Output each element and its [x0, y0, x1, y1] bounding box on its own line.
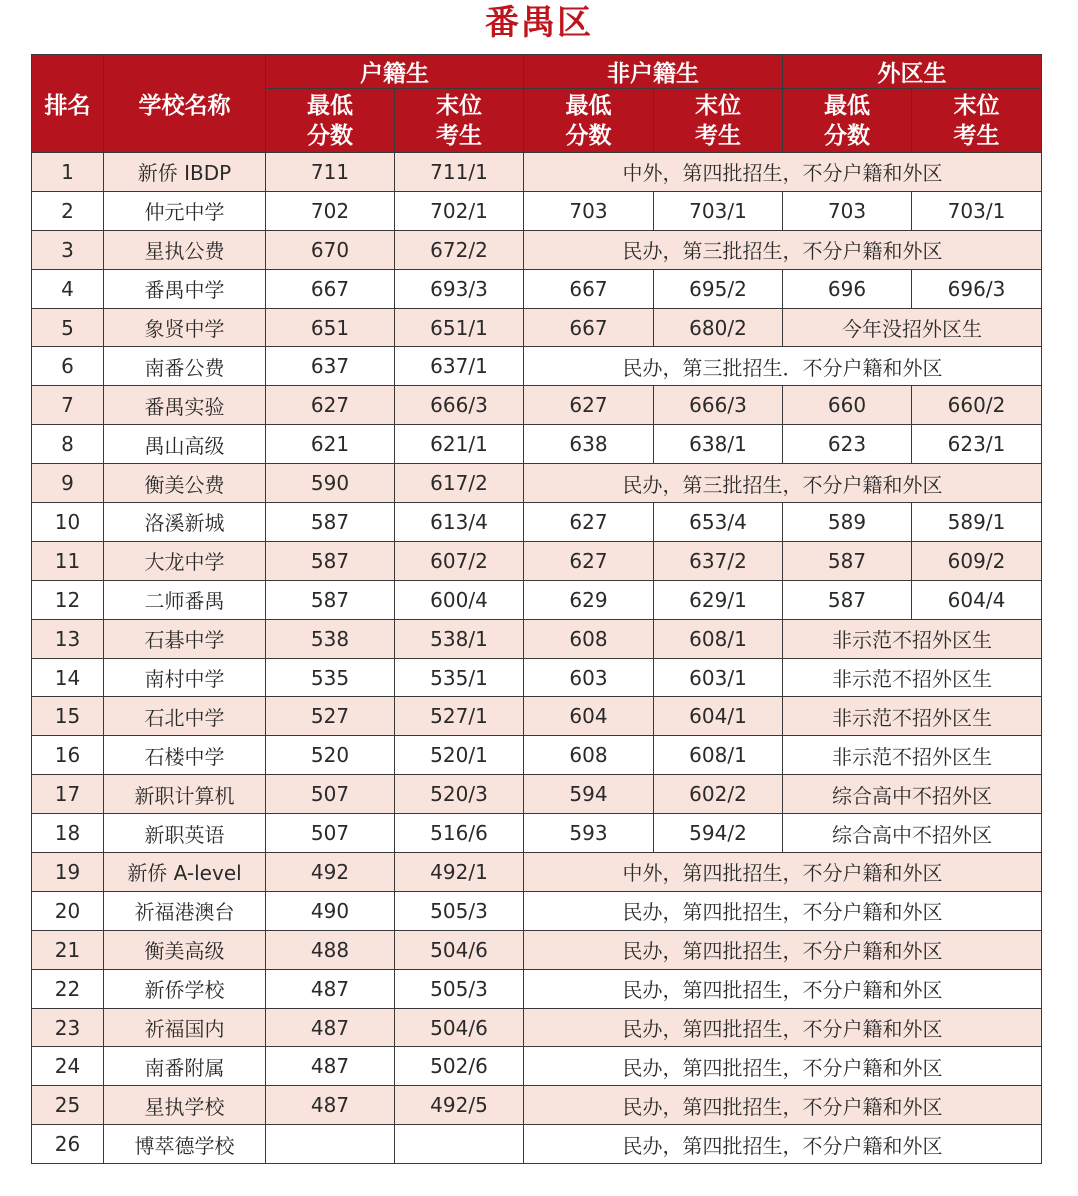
school-name-cell: 石楼中学 [104, 736, 266, 775]
rank-cell: 22 [32, 969, 104, 1008]
huji-min-score-cell: 535 [266, 658, 395, 697]
table-row [32, 775, 1042, 814]
rank-cell: 3 [32, 230, 104, 269]
table-body [32, 153, 1042, 1164]
feihuji-last-rank-cell: 602/2 [654, 775, 783, 814]
huji-min-score-cell [266, 1125, 395, 1164]
school-name-cell: 大龙中学 [104, 541, 266, 580]
huji-last-rank-cell: 600/4 [395, 580, 524, 619]
rank-cell: 10 [32, 503, 104, 542]
table-row [32, 503, 1042, 542]
huji-last-rank-cell: 617/2 [395, 464, 524, 503]
feihuji-last-rank-cell: 666/3 [654, 386, 783, 425]
table-row [32, 930, 1042, 969]
huji-min-score-cell: 667 [266, 269, 395, 308]
huji-min-score-cell: 711 [266, 153, 395, 192]
huji-last-rank-cell: 505/3 [395, 891, 524, 930]
waiqu-note-cell: 非示范不招外区生 [783, 697, 1042, 736]
huji-last-rank-cell: 516/6 [395, 814, 524, 853]
note-cell: 中外，第四批招生，不分户籍和外区 [524, 153, 1042, 192]
waiqu-last-rank-cell: 703/1 [912, 191, 1042, 230]
rank-cell: 7 [32, 386, 104, 425]
school-name-cell: 番禺中学 [104, 269, 266, 308]
waiqu-last-rank-cell: 589/1 [912, 503, 1042, 542]
waiqu-min-score-cell: 696 [783, 269, 912, 308]
feihuji-last-rank-cell: 703/1 [654, 191, 783, 230]
rank-cell: 4 [32, 269, 104, 308]
table-row [32, 580, 1042, 619]
table-row [32, 969, 1042, 1008]
huji-last-rank-cell: 666/3 [395, 386, 524, 425]
waiqu-min-score-cell: 587 [783, 580, 912, 619]
table-row [32, 1125, 1042, 1164]
school-name-cell: 南番公费 [104, 347, 266, 386]
rank-cell: 12 [32, 580, 104, 619]
table-row [32, 386, 1042, 425]
waiqu-note-cell: 综合高中不招外区 [783, 775, 1042, 814]
note-cell: 民办，第三批招生，不分户籍和外区 [524, 230, 1042, 269]
table-row [32, 891, 1042, 930]
feihuji-min-score-cell: 608 [524, 736, 654, 775]
note-cell: 民办，第四批招生，不分户籍和外区 [524, 1086, 1042, 1125]
huji-last-rank-cell: 607/2 [395, 541, 524, 580]
school-name-cell: 洛溪新城 [104, 503, 266, 542]
huji-last-rank-cell: 535/1 [395, 658, 524, 697]
school-name-cell: 石碁中学 [104, 619, 266, 658]
huji-min-score-cell: 492 [266, 853, 395, 892]
school-name-cell: 博萃德学校 [104, 1125, 266, 1164]
school-name-cell: 新职计算机 [104, 775, 266, 814]
rank-cell: 23 [32, 1008, 104, 1047]
header-feihuji-min-score: 最低 分数 [524, 89, 654, 153]
note-cell: 民办，第四批招生，不分户籍和外区 [524, 930, 1042, 969]
table-row [32, 153, 1042, 192]
huji-last-rank-cell: 637/1 [395, 347, 524, 386]
huji-min-score-cell: 590 [266, 464, 395, 503]
feihuji-min-score-cell: 667 [524, 308, 654, 347]
school-name-cell: 星执学校 [104, 1086, 266, 1125]
huji-min-score-cell: 487 [266, 1086, 395, 1125]
header-huji-min-score: 最低 分数 [266, 89, 395, 153]
waiqu-min-score-cell: 587 [783, 541, 912, 580]
waiqu-min-score-cell: 589 [783, 503, 912, 542]
rank-cell: 24 [32, 1047, 104, 1086]
table-row [32, 347, 1042, 386]
admission-score-table [31, 54, 1042, 1164]
feihuji-min-score-cell: 627 [524, 503, 654, 542]
table-row [32, 736, 1042, 775]
huji-last-rank-cell: 702/1 [395, 191, 524, 230]
feihuji-min-score-cell: 594 [524, 775, 654, 814]
table-row [32, 191, 1042, 230]
feihuji-min-score-cell: 603 [524, 658, 654, 697]
note-cell: 民办，第三批招生，不分户籍和外区 [524, 464, 1042, 503]
huji-last-rank-cell: 505/3 [395, 969, 524, 1008]
huji-last-rank-cell: 492/1 [395, 853, 524, 892]
feihuji-last-rank-cell: 638/1 [654, 425, 783, 464]
feihuji-last-rank-cell: 653/4 [654, 503, 783, 542]
huji-min-score-cell: 538 [266, 619, 395, 658]
waiqu-note-cell: 非示范不招外区生 [783, 619, 1042, 658]
huji-min-score-cell: 621 [266, 425, 395, 464]
huji-last-rank-cell: 527/1 [395, 697, 524, 736]
rank-cell: 25 [32, 1086, 104, 1125]
feihuji-min-score-cell: 627 [524, 386, 654, 425]
huji-min-score-cell: 507 [266, 814, 395, 853]
rank-cell: 1 [32, 153, 104, 192]
header-waiqu-last-rank: 末位 考生 [912, 89, 1042, 153]
note-cell: 民办，第四批招生，不分户籍和外区 [524, 1047, 1042, 1086]
rank-cell: 19 [32, 853, 104, 892]
huji-min-score-cell: 637 [266, 347, 395, 386]
feihuji-min-score-cell: 608 [524, 619, 654, 658]
table-row [32, 814, 1042, 853]
header-waiqu-min-score: 最低 分数 [783, 89, 912, 153]
table-row [32, 230, 1042, 269]
school-name-cell: 二师番禺 [104, 580, 266, 619]
huji-min-score-cell: 587 [266, 541, 395, 580]
header-school-name: 学校名称 [104, 55, 266, 153]
huji-last-rank-cell: 492/5 [395, 1086, 524, 1125]
huji-min-score-cell: 487 [266, 969, 395, 1008]
huji-min-score-cell: 490 [266, 891, 395, 930]
rank-cell: 14 [32, 658, 104, 697]
waiqu-note-cell: 综合高中不招外区 [783, 814, 1042, 853]
waiqu-last-rank-cell: 604/4 [912, 580, 1042, 619]
huji-min-score-cell: 488 [266, 930, 395, 969]
feihuji-last-rank-cell: 680/2 [654, 308, 783, 347]
school-name-cell: 南村中学 [104, 658, 266, 697]
feihuji-last-rank-cell: 594/2 [654, 814, 783, 853]
rank-cell: 5 [32, 308, 104, 347]
school-name-cell: 衡美公费 [104, 464, 266, 503]
feihuji-last-rank-cell: 604/1 [654, 697, 783, 736]
school-name-cell: 祈福港澳台 [104, 891, 266, 930]
rank-cell: 11 [32, 541, 104, 580]
waiqu-note-cell: 今年没招外区生 [783, 308, 1042, 347]
rank-cell: 17 [32, 775, 104, 814]
school-name-cell: 仲元中学 [104, 191, 266, 230]
huji-min-score-cell: 487 [266, 1047, 395, 1086]
huji-last-rank-cell: 621/1 [395, 425, 524, 464]
huji-min-score-cell: 587 [266, 503, 395, 542]
huji-min-score-cell: 587 [266, 580, 395, 619]
header-group-fei-huji: 非户籍生 [524, 55, 783, 89]
waiqu-last-rank-cell: 609/2 [912, 541, 1042, 580]
feihuji-last-rank-cell: 629/1 [654, 580, 783, 619]
note-cell: 民办，第四批招生，不分户籍和外区 [524, 1125, 1042, 1164]
huji-last-rank-cell: 504/6 [395, 930, 524, 969]
huji-min-score-cell: 487 [266, 1008, 395, 1047]
table-row [32, 541, 1042, 580]
huji-last-rank-cell: 651/1 [395, 308, 524, 347]
rank-cell: 21 [32, 930, 104, 969]
feihuji-last-rank-cell: 608/1 [654, 736, 783, 775]
waiqu-min-score-cell: 623 [783, 425, 912, 464]
huji-last-rank-cell: 672/2 [395, 230, 524, 269]
huji-last-rank-cell: 538/1 [395, 619, 524, 658]
feihuji-min-score-cell: 627 [524, 541, 654, 580]
rank-cell: 18 [32, 814, 104, 853]
school-name-cell: 象贤中学 [104, 308, 266, 347]
feihuji-last-rank-cell: 608/1 [654, 619, 783, 658]
huji-last-rank-cell: 502/6 [395, 1047, 524, 1086]
header-feihuji-last-rank: 末位 考生 [654, 89, 783, 153]
table-row [32, 1008, 1042, 1047]
huji-min-score-cell: 520 [266, 736, 395, 775]
table-row [32, 1086, 1042, 1125]
table-row [32, 464, 1042, 503]
header-group-huji: 户籍生 [266, 55, 524, 89]
rank-cell: 13 [32, 619, 104, 658]
feihuji-last-rank-cell: 603/1 [654, 658, 783, 697]
waiqu-last-rank-cell: 660/2 [912, 386, 1042, 425]
feihuji-min-score-cell: 667 [524, 269, 654, 308]
table-row [32, 658, 1042, 697]
feihuji-last-rank-cell: 695/2 [654, 269, 783, 308]
huji-min-score-cell: 651 [266, 308, 395, 347]
page-title: 番禺区 [485, 3, 593, 43]
huji-last-rank-cell: 504/6 [395, 1008, 524, 1047]
school-name-cell: 禺山高级 [104, 425, 266, 464]
huji-last-rank-cell: 613/4 [395, 503, 524, 542]
waiqu-note-cell: 非示范不招外区生 [783, 736, 1042, 775]
huji-last-rank-cell [395, 1125, 524, 1164]
rank-cell: 6 [32, 347, 104, 386]
feihuji-min-score-cell: 593 [524, 814, 654, 853]
rank-cell: 2 [32, 191, 104, 230]
school-name-cell: 番禺实验 [104, 386, 266, 425]
huji-last-rank-cell: 520/3 [395, 775, 524, 814]
huji-min-score-cell: 627 [266, 386, 395, 425]
rank-cell: 26 [32, 1125, 104, 1164]
huji-last-rank-cell: 693/3 [395, 269, 524, 308]
table-row [32, 697, 1042, 736]
school-name-cell: 新侨 A-level [104, 853, 266, 892]
rank-cell: 20 [32, 891, 104, 930]
feihuji-min-score-cell: 703 [524, 191, 654, 230]
table-row [32, 308, 1042, 347]
huji-last-rank-cell: 520/1 [395, 736, 524, 775]
huji-min-score-cell: 670 [266, 230, 395, 269]
header-rank: 排名 [32, 55, 104, 153]
note-cell: 民办，第三批招生．不分户籍和外区 [524, 347, 1042, 386]
rank-cell: 8 [32, 425, 104, 464]
huji-min-score-cell: 527 [266, 697, 395, 736]
school-name-cell: 新侨学校 [104, 969, 266, 1008]
huji-last-rank-cell: 711/1 [395, 153, 524, 192]
header-huji-last-rank: 末位 考生 [395, 89, 524, 153]
table-row [32, 1047, 1042, 1086]
school-name-cell: 衡美高级 [104, 930, 266, 969]
school-name-cell: 南番附属 [104, 1047, 266, 1086]
feihuji-min-score-cell: 629 [524, 580, 654, 619]
huji-min-score-cell: 507 [266, 775, 395, 814]
school-name-cell: 祈福国内 [104, 1008, 266, 1047]
waiqu-min-score-cell: 703 [783, 191, 912, 230]
feihuji-last-rank-cell: 637/2 [654, 541, 783, 580]
rank-cell: 9 [32, 464, 104, 503]
header-group-waiqu: 外区生 [783, 55, 1042, 89]
school-name-cell: 新侨 IBDP [104, 153, 266, 192]
table-row [32, 269, 1042, 308]
table-row [32, 619, 1042, 658]
huji-min-score-cell: 702 [266, 191, 395, 230]
note-cell: 民办，第四批招生，不分户籍和外区 [524, 1008, 1042, 1047]
rank-cell: 16 [32, 736, 104, 775]
feihuji-min-score-cell: 604 [524, 697, 654, 736]
school-name-cell: 星执公费 [104, 230, 266, 269]
table-row [32, 853, 1042, 892]
feihuji-min-score-cell: 638 [524, 425, 654, 464]
note-cell: 民办，第四批招生，不分户籍和外区 [524, 891, 1042, 930]
rank-cell: 15 [32, 697, 104, 736]
note-cell: 民办，第四批招生，不分户籍和外区 [524, 969, 1042, 1008]
waiqu-min-score-cell: 660 [783, 386, 912, 425]
school-name-cell: 新职英语 [104, 814, 266, 853]
waiqu-last-rank-cell: 696/3 [912, 269, 1042, 308]
waiqu-last-rank-cell: 623/1 [912, 425, 1042, 464]
note-cell: 中外，第四批招生，不分户籍和外区 [524, 853, 1042, 892]
school-name-cell: 石北中学 [104, 697, 266, 736]
waiqu-note-cell: 非示范不招外区生 [783, 658, 1042, 697]
table-row [32, 425, 1042, 464]
